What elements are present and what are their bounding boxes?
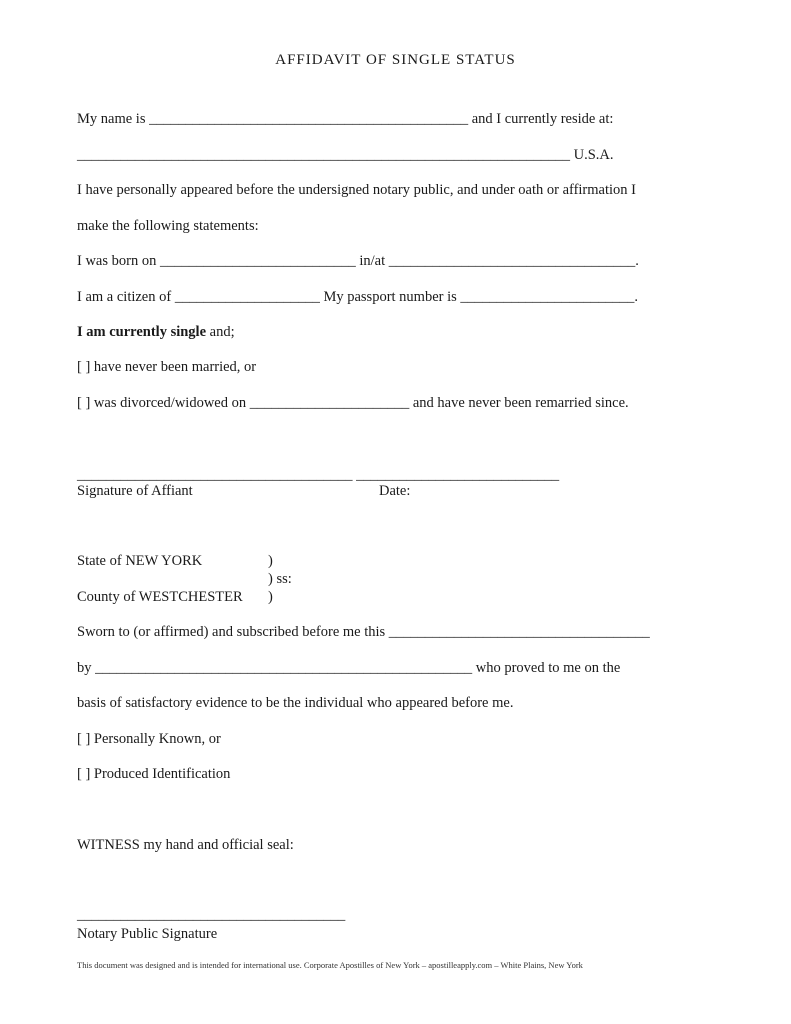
ss-label: ) ss: bbox=[268, 571, 292, 587]
by-line: by ____________________________________________________ who proved to me on the bbox=[77, 660, 621, 676]
signature-affiant-label: Signature of Affiant bbox=[77, 483, 193, 499]
footer-note: This document was designed and is intended for international use. Corporate Apostilles of New York – apostilleapply.com – White Plains, New York bbox=[77, 960, 583, 970]
sworn-line: Sworn to (or affirmed) and subscribed before me this ____________________________________ bbox=[77, 624, 650, 640]
signature-date-label: Date: bbox=[379, 483, 411, 499]
state-paren: ) bbox=[268, 553, 273, 569]
signature-lines: ______________________________________ ____________________________ bbox=[77, 467, 560, 483]
appeared-statement: I have personally appeared before the undersigned notary public, and under oath or affirmation I bbox=[77, 182, 636, 198]
name-line: My name is ____________________________________________ and I currently reside at: bbox=[77, 111, 614, 127]
statements-intro: make the following statements: bbox=[77, 218, 259, 234]
birth-line: I was born on ___________________________ in/at __________________________________. bbox=[77, 253, 639, 269]
citizenship-line: I am a citizen of ____________________ My passport number is ________________________. bbox=[77, 289, 639, 305]
produced-id-checkbox-line: [ ] Produced Identification bbox=[77, 766, 231, 782]
single-status-line bbox=[77, 323, 235, 341]
county-label: County of WESTCHESTER bbox=[77, 589, 243, 605]
single-status-bold: I am currently single bbox=[77, 324, 207, 340]
basis-line: basis of satisfactory evidence to be the individual who appeared before me. bbox=[77, 695, 514, 711]
witness-line: WITNESS my hand and official seal: bbox=[77, 837, 294, 853]
personally-known-checkbox-line: [ ] Personally Known, or bbox=[77, 731, 221, 747]
notary-signature-label: Notary Public Signature bbox=[77, 926, 218, 942]
county-paren: ) bbox=[268, 589, 273, 605]
single-status-rest: and; bbox=[206, 324, 235, 340]
notary-signature-line: _____________________________________ bbox=[77, 907, 346, 923]
state-label: State of NEW YORK bbox=[77, 553, 203, 569]
never-married-checkbox-line: [ ] have never been married, or bbox=[77, 359, 257, 375]
divorced-checkbox-line: [ ] was divorced/widowed on ______________________ and have never been remarried since. bbox=[77, 395, 629, 411]
address-line: ____________________________________________________________________ U.S.A. bbox=[77, 147, 614, 163]
document-title: AFFIDAVIT OF SINGLE STATUS bbox=[275, 52, 516, 68]
